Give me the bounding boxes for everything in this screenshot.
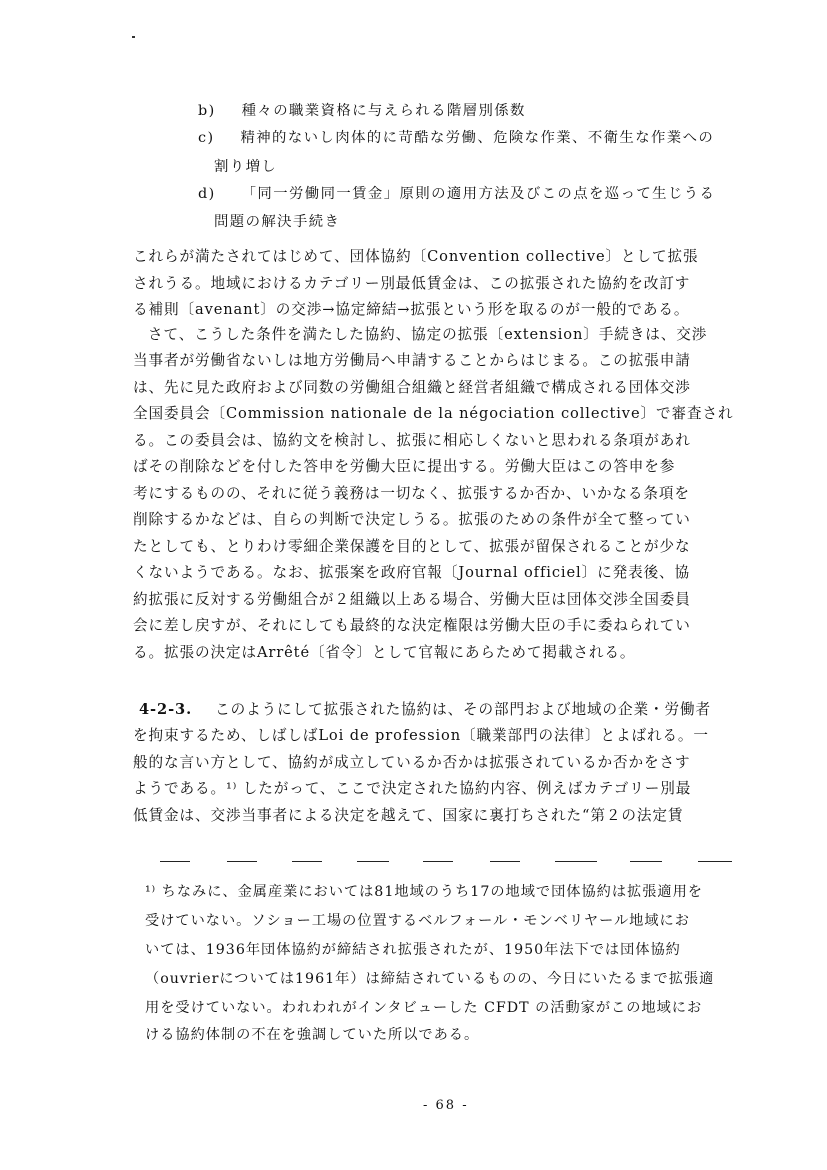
text-line: されうる。地域におけるカテゴリー別最低賃金は、この拡張された協約を改訂す <box>133 275 691 292</box>
list-item-text: 精神的ないし肉体的に苛酷な労働、危険な作業、不衛生な作業への <box>240 130 715 146</box>
text-line: たとしても、とりわけ零細企業保護を目的として、拡張が留保されることが少な <box>133 538 691 555</box>
text-line: くないようである。なお、拡張案を政府官報〔Journal officiel〕に発表後、協 <box>133 564 691 581</box>
text-line: 全国委員会〔Commission nationale de la négociation collective〕で審査され <box>133 405 734 422</box>
text-line: 約拡張に反対する労働組合が２組織以上ある場合、労働大臣は団体交渉全国委員 <box>133 591 691 608</box>
list-item-text: 種々の職業資格に与えられる階層別係数 <box>241 103 526 119</box>
text-line: さて、こうした条件を満たした協約、協定の拡張〔extension〕手続きは、交渉 <box>148 326 708 343</box>
footnote-line: ける協約体制の不在を強調していた所以である。 <box>145 1027 480 1043</box>
text-line: 般的な言い方として、協約が成立しているか否かは拡張されているか否かをさす <box>133 754 691 771</box>
footnote-line: 用を受けていない。われわれがインタビューした CFDT の活動家がこの地域にお <box>145 1000 703 1016</box>
list-marker: d) <box>198 186 216 202</box>
section-number: 4-2-3. <box>139 701 193 718</box>
text-line: 会に差し戻すが、それにしても最終的な決定権限は労働大臣の手に委ねられてい <box>133 617 691 634</box>
list-item <box>198 126 714 147</box>
list-marker: b) <box>198 103 216 119</box>
list-item-continuation: 問題の解決手続き <box>214 214 341 230</box>
text-line: る補則〔avenant〕の交渉→協定締結→拡張という形を取るのが一般的である。 <box>133 301 690 318</box>
list-item-continuation: 割り増し <box>214 159 278 175</box>
list-item <box>198 182 715 203</box>
text-line: 当事者が労働省ないしは地方労働局へ申請することからはじまる。この拡張申請 <box>133 352 691 369</box>
text-line: 削除するかなどは、自らの判断で決定しうる。拡張のための条件が全て整ってい <box>133 511 691 528</box>
page-number: - 68 - <box>423 1098 469 1113</box>
text-line: る。この委員会は、協約文を検討し、拡張に相応しくないと思われる条項があれ <box>133 432 691 449</box>
text-line: は、先に見た政府および同数の労働組合組織と経営者組織で構成される団体交渉 <box>133 379 691 396</box>
text-line: 低賃金は、交渉当事者による決定を越えて、国家に裏打ちされた“第２の法定賃 <box>133 807 684 824</box>
footnote-line: いては、1936年団体協約が締結され拡張されたが、1950年法下では団体協約 <box>145 942 681 958</box>
text-line: 考にするものの、それに従う義務は一切なく、拡張するか否か、いかなる条項を <box>133 485 690 502</box>
footnote-line: （ouvrierについては1961年）は締結されているものの、今日にいたるまで拡張適 <box>145 971 715 987</box>
text-line <box>139 698 711 719</box>
text-line: る。拡張の決定はArrêté〔省令〕として官報にあらためて掲載される。 <box>133 644 636 661</box>
list-marker: c) <box>198 130 215 146</box>
scan-speck <box>132 36 135 38</box>
text-line: これらが満たされてはじめて、団体協約〔Convention collective〕として拡張 <box>133 248 699 265</box>
section-text: このようにして拡張された協約は、その部門および地域の企業・労働者 <box>215 701 711 718</box>
list-item-text: 「同一労働同一賃金」原則の適用方法及びこの点を巡って生じうる <box>241 186 716 202</box>
text-line: を拘束するため、しばしばLoi de profession〔職業部門の法律〕とよばれる。一 <box>133 727 709 744</box>
list-item <box>198 99 526 120</box>
footnote-line: ¹⁾ ちなみに、金属産業においては81地域のうち17の地域で団体協約は拡張適用を <box>145 884 703 900</box>
footnote-line: 受けていない。ソショー工場の位置するベルフォール・モンベリヤール地域にお <box>145 913 690 929</box>
text-line: ようである。¹⁾ したがって、ここで決定された協約内容、例えばカテゴリー別最 <box>133 780 692 797</box>
text-line: ばその削除などを付した答申を労働大臣に提出する。労働大臣はこの答申を参 <box>133 458 676 475</box>
